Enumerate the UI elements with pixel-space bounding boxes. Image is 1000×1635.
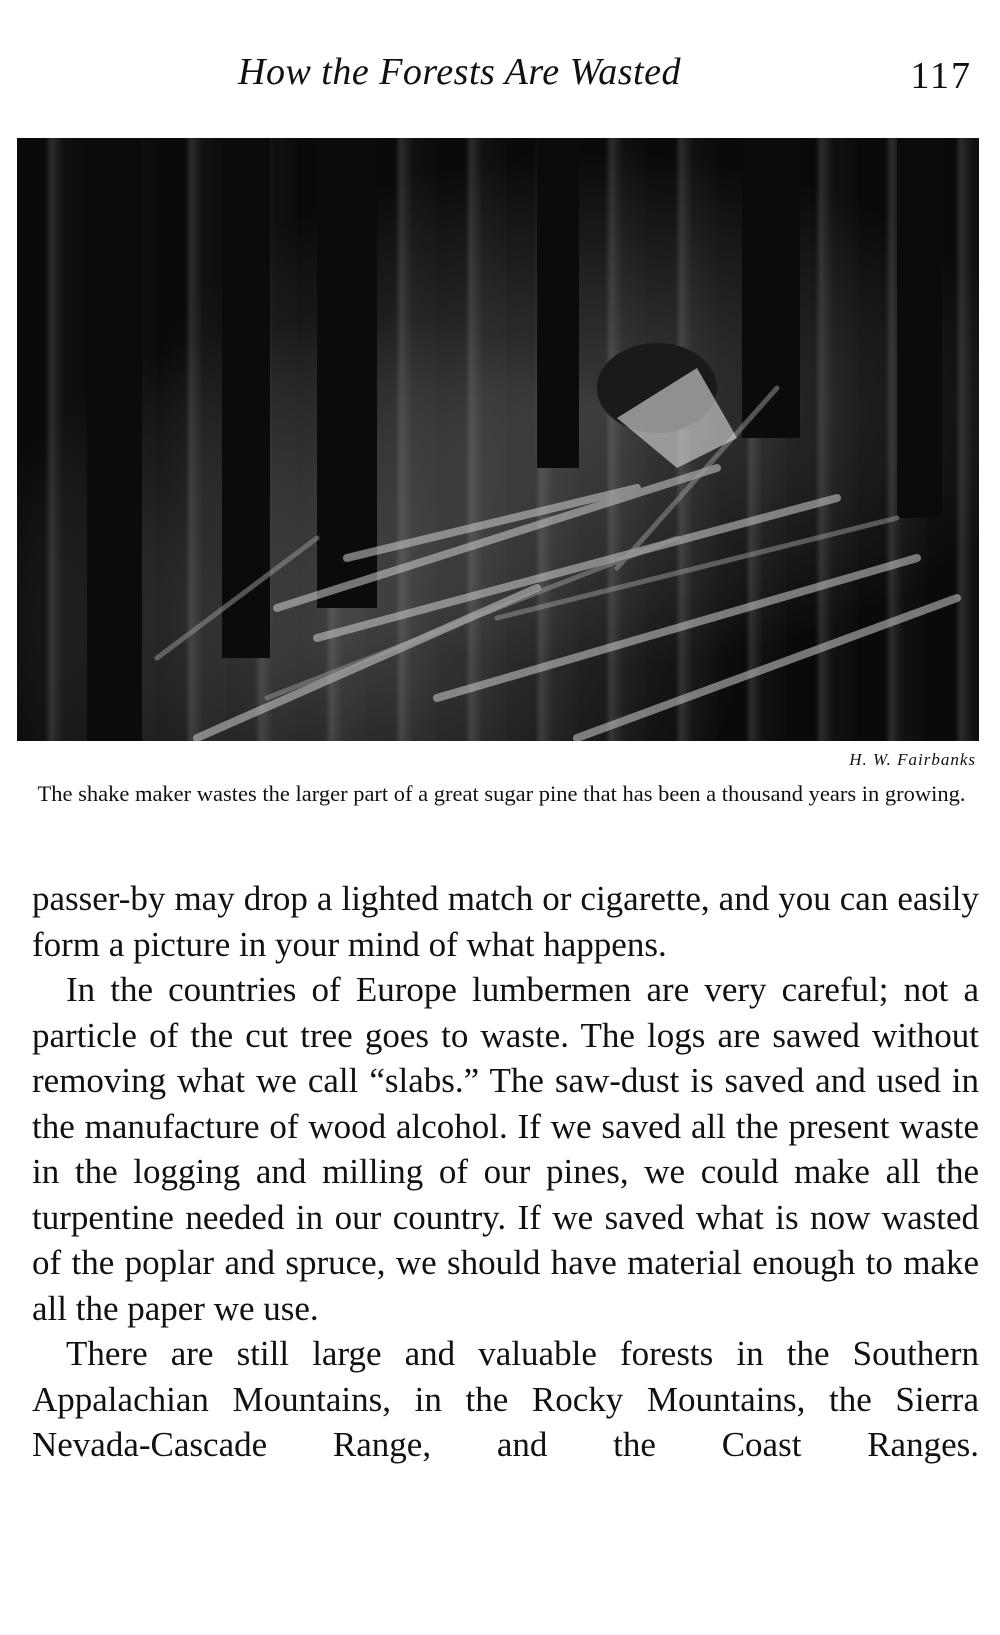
photo-credit: H. W. Fairbanks [849, 750, 976, 769]
page-number: 117 [910, 55, 972, 97]
photo-shading [17, 138, 979, 741]
body-text [32, 876, 979, 1468]
paragraph: passer-by may drop a lighted match or cigarette, and you can easily form a picture in your mind of what happens. [32, 879, 979, 964]
paragraph: In the countries of Europe lumbermen are very careful; not a particle of the cut tree goes to waste. The logs are sawed without removing what we call “slabs.” The saw-dust is saved and used in the manufacture of wood alcohol. If we saved all the present waste in the logging and milling of our pines, we could make all the turpentine needed in our country. If we saved what is now wasted of the poplar and spruce, we should have material enough to make all the paper we use. [32, 970, 979, 1328]
forest-photograph [17, 138, 979, 741]
page-header-title: How the Forests Are Wasted [238, 51, 681, 93]
figure-caption: The shake maker wastes the larger part of a great sugar pine that has been a thousand years in growing. [37, 781, 966, 806]
paragraph: There are still large and valuable forests in the Southern Appalachian Mountains, in the Rocky Mountains, the Sierra Nevada-Cascade Range, and the Coast Ranges. [32, 1334, 979, 1464]
